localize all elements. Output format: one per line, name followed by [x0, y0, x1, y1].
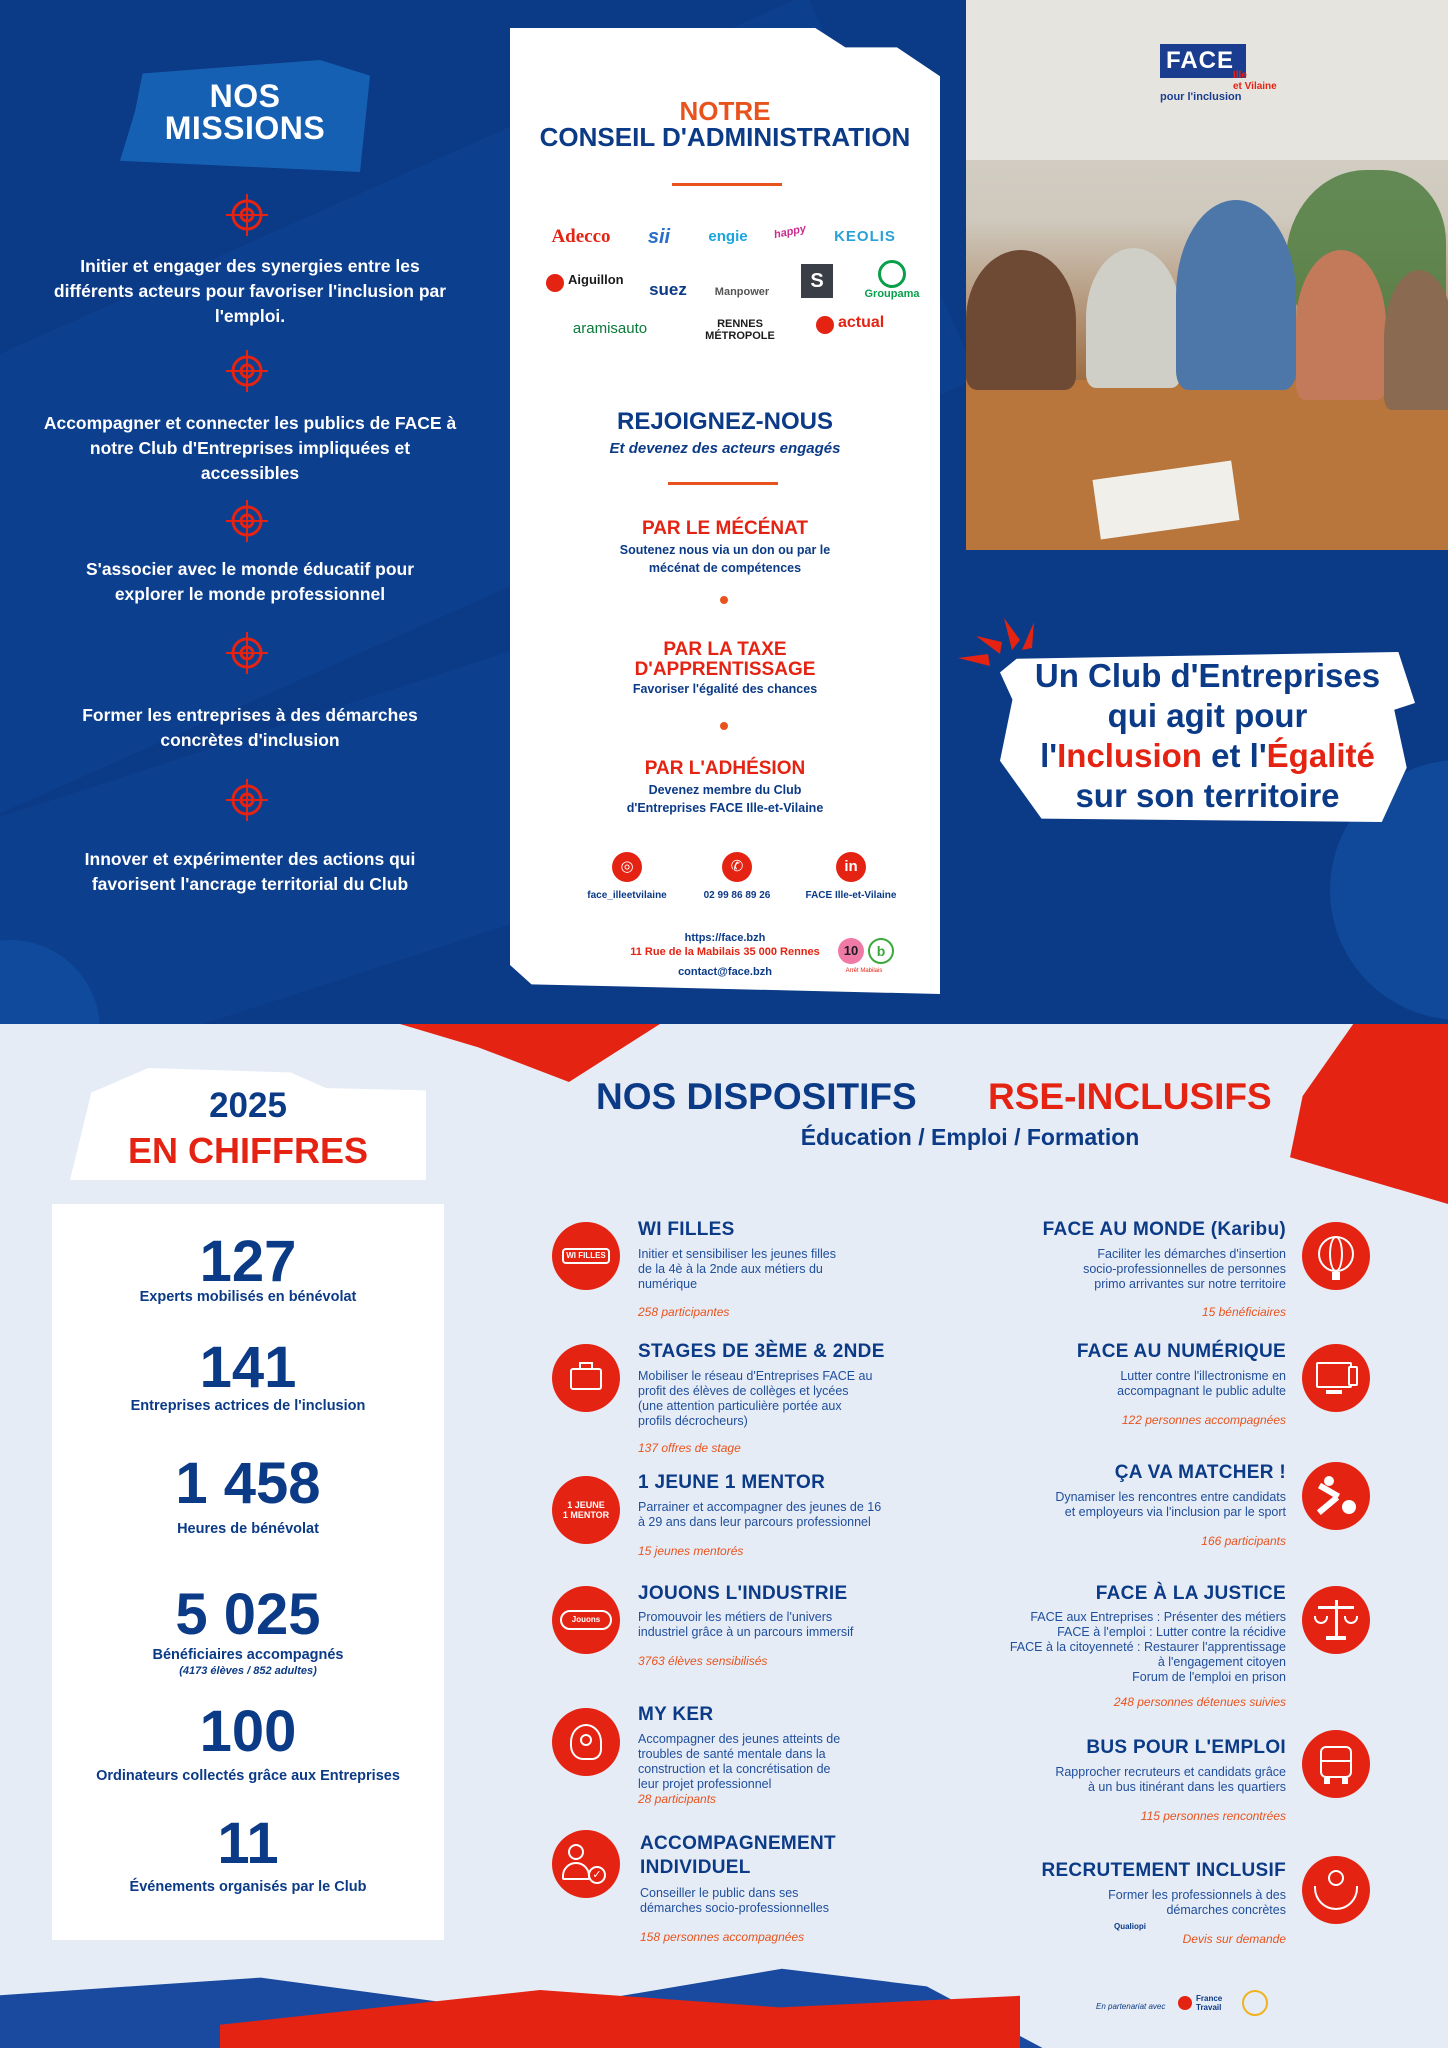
dispositif-desc: Accompagner des jeunes atteints de troubles de santé mentale dans la construction et la concrétisation de leur projet professionnel — [638, 1732, 841, 1791]
linkedin-name[interactable]: FACE Ille-et-Vilaine — [805, 890, 897, 901]
person — [1086, 248, 1181, 388]
dispositif-count: 15 jeunes mentorés — [638, 1544, 744, 1558]
dispositif-title: MY KER — [638, 1704, 714, 1725]
target-icon — [226, 779, 268, 821]
bullet-dot — [720, 596, 728, 604]
person — [1176, 200, 1296, 390]
dispositif-count: 158 personnes accompagnées — [640, 1930, 805, 1944]
dispositif-desc: Promouvoir les métiers de l'univers industriel grâce à un parcours immersif — [638, 1610, 854, 1639]
dispositif-title: ÇA VA MATCHER ! — [1114, 1462, 1286, 1483]
linkedin-icon[interactable]: in — [836, 852, 866, 882]
globe-icon — [1302, 1222, 1370, 1290]
partner-logo — [1242, 1990, 1268, 2016]
logo-sii: sii — [647, 226, 671, 248]
france-travail-mark — [1178, 1996, 1192, 2010]
logo-aramisauto: aramisauto — [572, 320, 648, 337]
target-icon — [226, 500, 268, 542]
stat-label: Bénéficiaires accompagnés — [152, 1647, 344, 1663]
chiffres-title: EN CHIFFRES — [127, 1130, 368, 1171]
conseil-panel — [510, 28, 940, 994]
logo-happy: happy — [772, 222, 808, 242]
dispositif-count: Devis sur demande — [1182, 1932, 1286, 1946]
dispositif-title: WI FILLES — [638, 1219, 735, 1240]
divider — [668, 482, 778, 485]
groupama-mark — [878, 260, 906, 288]
stat-value: 5 025 — [175, 1582, 321, 1647]
mission-item: S'associer avec le monde éducatif pour explorer le monde professionnel — [85, 559, 415, 604]
logo-actual: actual — [838, 314, 885, 331]
partners-label: En partenariat avec — [1096, 2002, 1166, 2011]
industrie-icon: Jouons — [552, 1586, 620, 1654]
stop-name: Arrêt Mabilais — [845, 968, 883, 974]
brain-icon — [552, 1708, 620, 1776]
dispositifs-title-b: RSE-INCLUSIFS — [988, 1076, 1272, 1117]
rejoignez-subtitle: Et devenez des acteurs engagés — [609, 440, 841, 457]
dispositif-desc: Mobiliser le réseau d'Entreprises FACE au profit des élèves de collèges et lycées (une attention particulière portée aux profils décrocheurs) — [638, 1369, 873, 1428]
dispositif-count: 258 participantes — [638, 1305, 730, 1319]
stat-label: Experts mobilisés en bénévolat — [139, 1289, 357, 1305]
hands-icon — [1302, 1856, 1370, 1924]
computer-icon — [1302, 1344, 1370, 1412]
dispositif-title: STAGES DE 3ÈME & 2NDE — [638, 1341, 885, 1362]
target-icon — [226, 194, 268, 236]
dispositif-title: BUS POUR L'EMPLOI — [1086, 1737, 1286, 1758]
conseil-title-line1: NOTRE — [679, 96, 771, 126]
aiguillon-mark — [546, 274, 564, 292]
dispositif-desc: Faciliter les démarches d'insertion socio-professionnelles de personnes primo arrivantes sur notre territoire — [1083, 1247, 1286, 1291]
phone-icon[interactable]: ✆ — [722, 852, 752, 882]
email-link[interactable]: contact@face.bzh — [678, 966, 772, 978]
actual-mark — [816, 316, 834, 334]
stat-value: 1 458 — [175, 1451, 321, 1516]
wall — [966, 0, 1448, 160]
scales-icon — [1302, 1586, 1370, 1654]
people-check-icon: ✓ — [552, 1830, 620, 1898]
address: 11 Rue de la Mabilais 35 000 Rennes — [630, 946, 820, 958]
website-link[interactable]: https://face.bzh — [684, 932, 766, 944]
bullet-dot — [720, 722, 728, 730]
logo-manpower: Manpower — [714, 286, 770, 298]
logo-keolis: KEOLIS — [834, 228, 896, 245]
person — [1296, 250, 1386, 400]
logo-square: S — [801, 264, 833, 298]
logo-groupama: Groupama — [864, 288, 920, 300]
dispositif-desc: FACE aux Entreprises : Présenter des métiers FACE à l'emploi : Lutter contre la récidive FACE à la citoyenneté : Restaurer l'apprentissage à l'engagement citoyen Forum de l'emploi en prison — [1009, 1610, 1286, 1684]
dispositif-title: FACE À LA JUSTICE — [1095, 1583, 1286, 1604]
mission-item: Former les entreprises à des démarches concrètes d'inclusion — [82, 705, 418, 750]
divider — [672, 183, 782, 186]
target-icon — [226, 632, 268, 674]
face-logo-tagline: pour l'inclusion — [1160, 91, 1242, 103]
instagram-icon[interactable]: ◎ — [612, 852, 642, 882]
option-mecenat-desc: mécénat de compétences — [648, 561, 802, 575]
team-photo — [966, 0, 1448, 550]
bus-b-badge: b — [868, 938, 894, 964]
stat-value: 127 — [199, 1229, 297, 1294]
slogan: Un Club d'Entreprises qui agit pour l'Inclusion et l'Égalité sur son territoire — [1034, 657, 1381, 814]
football-icon — [1302, 1462, 1370, 1530]
dispositif-count: 3763 élèves sensibilisés — [638, 1654, 768, 1668]
dispositifs-title-a: NOS DISPOSITIFS — [596, 1076, 917, 1117]
person — [1384, 270, 1448, 410]
stat-label: Entreprises actrices de l'inclusion — [130, 1398, 366, 1414]
dispositif-title: JOUONS L'INDUSTRIE — [638, 1583, 848, 1604]
dispositif-count: 122 personnes accompagnées — [1121, 1413, 1286, 1427]
dispositif-title: ACCOMPAGNEMENT INDIVIDUEL — [640, 1833, 836, 1878]
dispositifs-subtitle: Éducation / Emploi / Formation — [800, 1124, 1140, 1150]
briefcase-icon — [552, 1344, 620, 1412]
france-travail-logo: France Travail — [1196, 1994, 1223, 2012]
dispositif-count: 28 participants — [638, 1792, 717, 1806]
dispositif-title: FACE AU MONDE (Karibu) — [1042, 1219, 1286, 1240]
face-logo-sub: Ille et Vilaine — [1233, 70, 1277, 92]
dispositif-desc: Rapprocher recruteurs et candidats grâce à un bus itinérant dans les quartiers — [1055, 1765, 1286, 1794]
bus-icon — [1302, 1730, 1370, 1798]
dispositif-count: 248 personnes détenues suivies — [1113, 1695, 1286, 1709]
dispositif-count: 15 bénéficiaires — [1201, 1305, 1286, 1319]
stat-value: 141 — [199, 1335, 297, 1400]
dispositif-count: 166 participants — [1201, 1534, 1286, 1548]
stat-label: Événements organisés par le Club — [129, 1879, 367, 1895]
dispositif-desc: Parrainer et accompagner des jeunes de 16 à 29 ans dans leur parcours professionnel — [638, 1500, 882, 1529]
qualiopi-badge: Qualiopi — [1114, 1922, 1146, 1931]
mentor-icon: 1 JEUNE 1 MENTOR — [552, 1476, 620, 1544]
target-icon — [226, 350, 268, 392]
mission-item: Initier et engager des synergies entre les différents acteurs pour favoriser l'inclusion par l'emploi. — [53, 256, 447, 326]
option-adhesion-desc: d'Entreprises FACE Ille-et-Vilaine — [626, 801, 824, 815]
dispositif-desc: Lutter contre l'illectronisme en accompagnant le public adulte — [1117, 1369, 1286, 1398]
missions-title: NOS MISSIONS — [164, 78, 326, 146]
person — [966, 250, 1076, 390]
instagram-handle[interactable]: face_illeetvilaine — [587, 890, 667, 901]
mission-item: Innover et expérimenter des actions qui favorisent l'ancrage territorial du Club — [84, 849, 416, 894]
option-taxe-title: PAR LA TAXE D'APPRENTISSAGE — [634, 639, 816, 680]
dispositif-count: 137 offres de stage — [638, 1441, 741, 1455]
bus-line-badge: 10 — [838, 938, 864, 964]
logo-engie: engie — [708, 228, 748, 245]
face-logo: FACE — [1160, 44, 1246, 78]
conseil-title-line2: CONSEIL D'ADMINISTRATION — [539, 122, 911, 152]
dispositif-title: FACE AU NUMÉRIQUE — [1076, 1341, 1286, 1362]
option-adhesion-title: PAR L'ADHÉSION — [644, 758, 806, 779]
logo-suez: suez — [649, 280, 687, 299]
logo-adecco: Adecco — [551, 226, 611, 247]
logo-aiguillon: Aiguillon — [568, 272, 624, 287]
dispositif-desc: Conseiller le public dans ses démarches socio-professionnelles — [640, 1886, 829, 1915]
dispositif-desc: Dynamiser les rencontres entre candidats et employeurs via l'inclusion par le sport — [1055, 1490, 1286, 1519]
chiffres-year: 2025 — [209, 1086, 287, 1125]
dispositif-desc: Former les professionnels à des démarches concrètes — [1108, 1888, 1286, 1917]
dispositif-desc: Initier et sensibiliser les jeunes filles de la 4è à la 2nde aux métiers du numérique — [638, 1247, 837, 1291]
dispositif-count: 115 personnes rencontrées — [1140, 1809, 1286, 1823]
stat-value: 100 — [199, 1699, 297, 1764]
dispositif-title: RECRUTEMENT INCLUSIF — [1041, 1860, 1286, 1881]
dispositif-title: 1 JEUNE 1 MENTOR — [638, 1472, 826, 1493]
stat-sublabel: (4173 élèves / 852 adultes) — [179, 1665, 317, 1677]
option-taxe-desc: Favoriser l'égalité des chances — [632, 682, 818, 696]
stat-value: 11 — [217, 1811, 279, 1876]
wifilles-icon: WI FILLES — [552, 1222, 620, 1290]
stat-label: Heures de bénévolat — [177, 1521, 319, 1537]
logo-rennes-metropole: RENNES MÉTROPOLE — [705, 318, 775, 342]
option-mecenat-title: PAR LE MÉCÉNAT — [641, 518, 809, 539]
stat-label: Ordinateurs collectés grâce aux Entreprises — [96, 1768, 400, 1784]
option-mecenat-desc: Soutenez nous via un don ou par le — [619, 543, 831, 557]
option-adhesion-desc: Devenez membre du Club — [648, 783, 802, 797]
phone-number[interactable]: 02 99 86 89 26 — [703, 890, 771, 901]
mission-item: Accompagner et connecter les publics de FACE à notre Club d'Entreprises impliquées et accessibles — [43, 413, 457, 483]
rejoignez-title: REJOIGNEZ-NOUS — [616, 408, 834, 435]
